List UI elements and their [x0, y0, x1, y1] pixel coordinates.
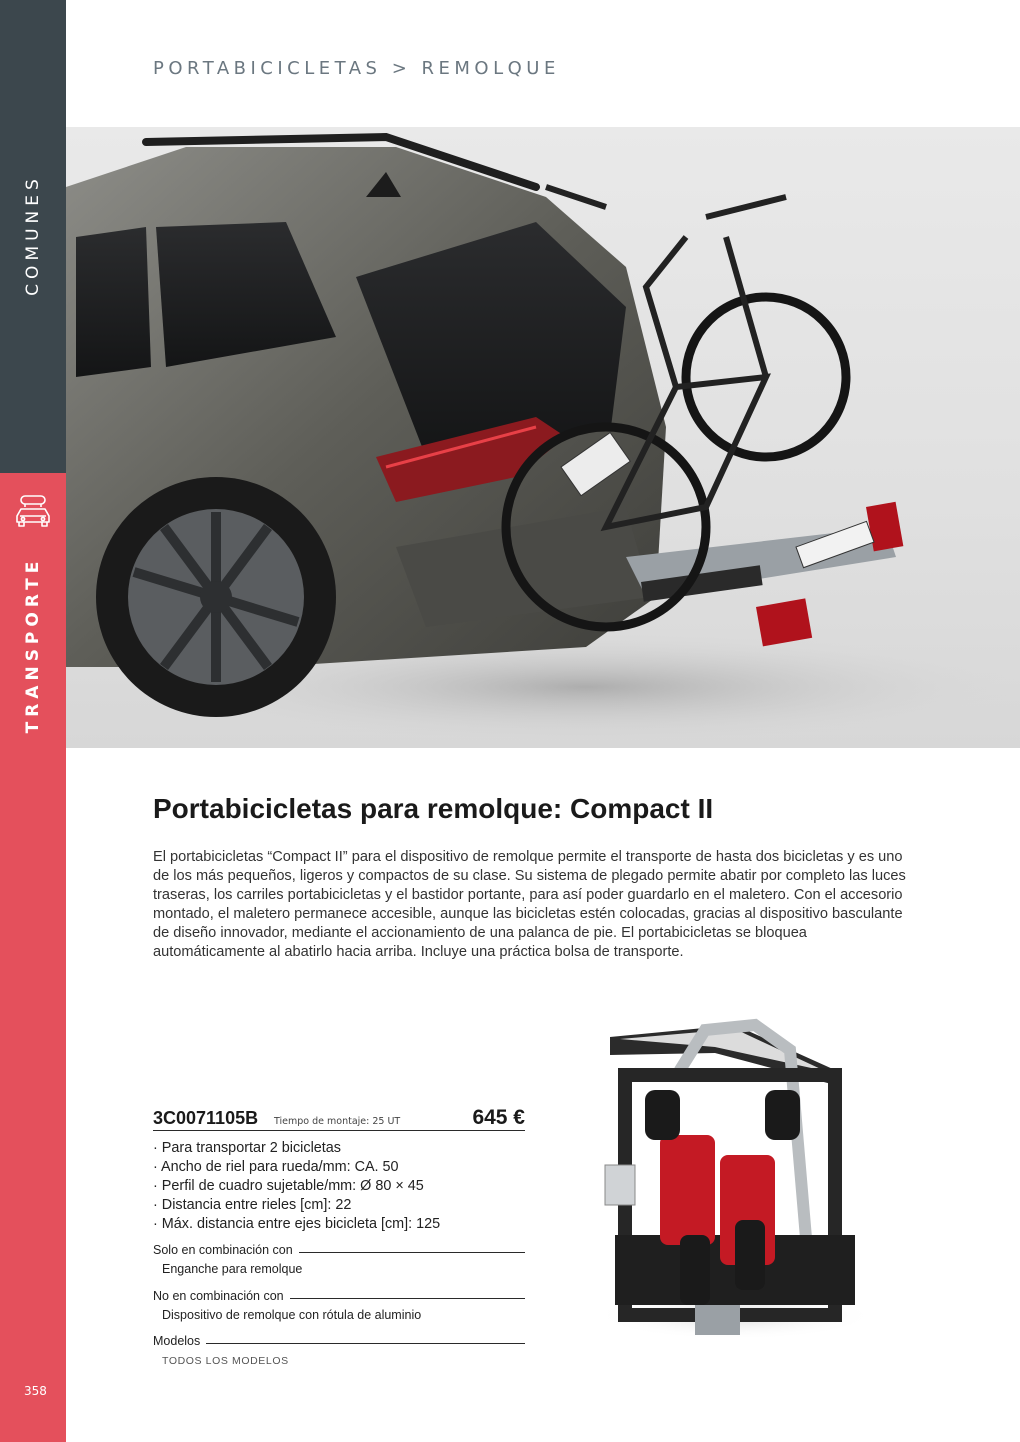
hero-photo	[66, 127, 1020, 748]
combination-label: Solo en combinación con	[153, 1243, 293, 1257]
sidebar-label-comunes[interactable]: COMUNES	[23, 174, 43, 296]
breadcrumb: PORTABICICLETAS > REMOLQUE	[153, 58, 560, 79]
combination-value: Enganche para remolque	[162, 1262, 303, 1276]
feature-item: · Ancho de riel para rueda/mm: CA. 50	[153, 1158, 440, 1177]
folded-carrier-photo	[585, 1015, 885, 1355]
combination-row	[153, 1241, 525, 1257]
not-combination-label: No en combinación con	[153, 1289, 284, 1303]
divider	[299, 1252, 525, 1253]
sidebar-label-transporte[interactable]: TRANSPORTE	[23, 556, 43, 734]
feature-item: · Para transportar 2 bicicletas	[153, 1139, 440, 1158]
models-label: Modelos	[153, 1334, 201, 1348]
divider	[290, 1298, 525, 1299]
product-title: Portabicicletas para remolque: Compact II	[153, 793, 714, 824]
mount-time: Tiempo de montaje: 25 UT	[274, 1116, 401, 1127]
feature-item: · Perfil de cuadro sujetable/mm: Ø 80 × 45	[153, 1177, 440, 1196]
product-header-row	[153, 1108, 525, 1131]
car-bike-carrier-illustration	[66, 127, 1020, 748]
page-number: 358	[24, 1384, 47, 1398]
not-combination-row	[153, 1287, 525, 1303]
part-number: 3C0071105B	[153, 1108, 259, 1128]
car-with-roof-box-icon	[11, 492, 55, 536]
divider	[206, 1343, 525, 1344]
feature-item: · Distancia entre rieles [cm]: 22	[153, 1196, 440, 1215]
not-combination-value: Dispositivo de remolque con rótula de aluminio	[162, 1308, 422, 1322]
price: 645 €	[472, 1106, 525, 1129]
models-row	[153, 1332, 525, 1348]
product-description: El portabicicletas “Compact II” para el dispositivo de remolque permite el transporte de hasta dos bicicletas y es uno de los más pequeños, ligeros y compactos de su clase. Su sistema de plegado permite abatir por completo las luces traseras, los carriles portabicicletas y el bastidor portante, para así poder guardarlo en el maletero. Con el accesorio montado, el maletero permanece accesible, aunque las bicicletas estén colocadas, gracias al dispositivo basculante de diseño innovador, mediante el accionamiento de una palanca de pie. El portabicicletas se bloquea automáticamente al abatirlo hacia arriba. Incluye una práctica bolsa de transporte.	[153, 849, 906, 960]
models-value: TODOS LOS MODELOS	[162, 1355, 289, 1367]
feature-list	[153, 1139, 440, 1234]
feature-item: · Máx. distancia entre ejes bicicleta [cm]: 125	[153, 1215, 440, 1234]
